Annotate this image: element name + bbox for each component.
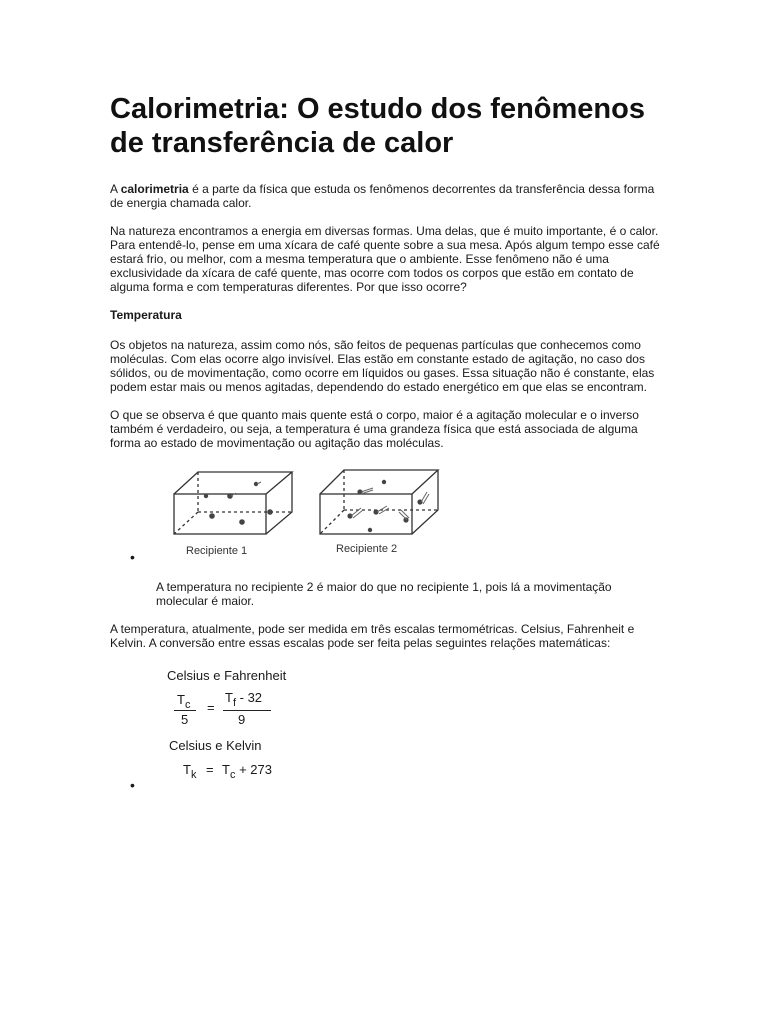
tf-rest: - 32 xyxy=(236,690,263,705)
tc-sub: c xyxy=(184,699,191,711)
section-heading-temperatura: Temperatura xyxy=(110,308,182,322)
intro-suffix: é a parte da física que estuda os fenômenos decorrentes da transferência dessa forma de energia chamada calor. xyxy=(110,182,655,210)
paragraph-energy: Na natureza encontramos a energia em diversas formas. Uma delas, que é muito importante, é o calor. Para entendê-lo, pense em uma xícara de café quente sobre a sua mesa. Após algum tempo esse café estará frio, ou melhor, com a mesma temperatura que o ambiente. Esse fenômeno não é uma exclusividade da xícara de café quente, mas ocorre com todos os corpos que estão em contato de alguma forma e com temperaturas diferentes. Por que isso ocorre? xyxy=(110,224,660,294)
tc-base: T xyxy=(177,692,185,707)
figure-label-recipiente-2: Recipiente 2 xyxy=(336,543,398,555)
formula-denominator-5: 5 xyxy=(181,712,189,727)
figure-label-recipiente-1: Recipiente 1 xyxy=(186,545,248,557)
paragraph-scales: A temperatura, atualmente, pode ser medida em três escalas termométricas. Celsius, Fahrenheit e Kelvin. A conversão entre essas escalas pode ser feita pelas seguintes relações matemáticas: xyxy=(110,622,635,650)
tk-base: T xyxy=(183,762,191,777)
document-page xyxy=(110,92,660,808)
intro-prefix: A xyxy=(110,182,121,196)
formula-tf xyxy=(225,690,263,709)
paragraph-molecules: Os objetos na natureza, assim como nós, são feitos de pequenas partículas que conhecemos como moléculas. Com elas ocorre algo invisível. Elas estão em constante estado de agitação, no caso dos sólidos, ou de movimentação, como ocorre em líquidos ou gases. Essa situação não é constante, elas podem estar mais ou menos agitadas, dependendo do estado energético em que elas se encontram. xyxy=(110,338,655,394)
formula-title-celsius-fahrenheit: Celsius e Fahrenheit xyxy=(167,668,287,683)
tf-base: T xyxy=(225,690,233,705)
figure-caption: A temperatura no recipiente 2 é maior do que no recipiente 1, pois lá a movimentação molecular é maior. xyxy=(156,580,612,608)
recipients-illustration xyxy=(170,464,470,560)
formula-equals-1: = xyxy=(207,700,215,715)
tk-rest: + 273 xyxy=(235,762,272,777)
formulas-block xyxy=(110,668,660,808)
fraction-line-left xyxy=(174,710,196,711)
paragraph-agitation: O que se observa é que quanto mais quente está o corpo, maior é a agitação molecular e o inverso também é verdadeiro, ou seja, a temperatura é uma grandeza física que está associada de alguma forma ao estado de movimentação ou agitação das moléculas. xyxy=(110,408,639,450)
tc-kelvin-base: T xyxy=(222,762,230,777)
page-title: Calorimetria: O estudo dos fenômenos de transferência de calor xyxy=(110,93,645,159)
formula-tk xyxy=(183,762,197,781)
formula-tc-kelvin xyxy=(222,762,272,781)
tc-kelvin-sub: c xyxy=(229,769,236,781)
bullet-2: • xyxy=(130,777,135,793)
bullet-1: • xyxy=(130,549,135,565)
formula-tc xyxy=(177,692,191,711)
fraction-line-right xyxy=(223,710,271,711)
intro-paragraph xyxy=(110,182,660,210)
formula-denominator-9: 9 xyxy=(238,712,246,727)
intro-bold-term: calorimetria xyxy=(120,182,189,196)
formula-equals-2: = xyxy=(206,762,214,777)
formula-title-celsius-kelvin: Celsius e Kelvin xyxy=(169,738,262,753)
figure-containers xyxy=(110,464,660,572)
tf-sub: f xyxy=(232,697,237,709)
tk-sub: k xyxy=(190,769,197,781)
